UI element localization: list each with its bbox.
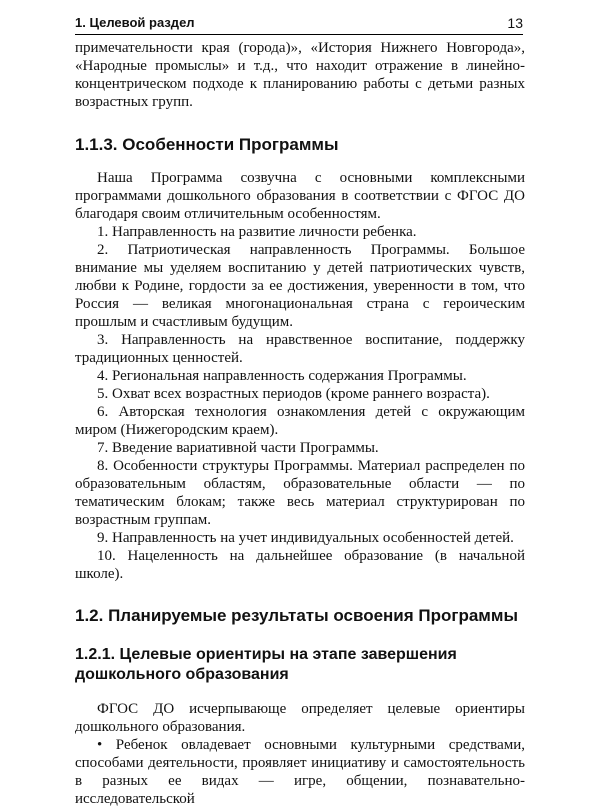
feature-item-2: 2. Патриотическая направленность Программы. Большое внимание мы уделяем воспитанию у детей патриотических чувств, любви к Родине, гордости за ее достижения, уверенности в том, что Россия — великая многонациональная страна с героическим прошлым и счастливым будущим.	[75, 242, 525, 330]
section-1-2-heading: 1.2. Планируемые результаты освоения Программы	[75, 606, 518, 625]
feature-item-4: 4. Региональная направленность содержания Программы.	[97, 368, 467, 384]
feature-item-6: 6. Авторская технология ознакомления детей с окружающим миром (Нижегородским краем).	[75, 404, 525, 438]
section-1-2-1-paragraph-2: • Ребенок овладевает основными культурными средствами, способами деятельности, проявляет инициативу и самостоятельность в разных ее видах — игре, общении, познавательно-исследовательской	[75, 737, 525, 807]
section-1-1-3-lead-paragraph: Наша Программа созвучна с основными комплексными программами дошкольного образования в соответствии с ФГОС ДО благодаря своим отличительным особенностям.	[75, 170, 525, 222]
feature-item-5: 5. Охват всех возрастных периодов (кроме раннего возраста).	[97, 386, 490, 402]
page-body	[75, 39, 525, 808]
section-1-2-1-paragraph-1: ФГОС ДО исчерпывающе определяет целевые ориентиры дошкольного образования.	[75, 701, 525, 735]
intro-continuation-paragraph: примечательности края (города)», «История Нижнего Новгорода», «Народные промыслы» и т.д., что находит отражение в линейно-концентрическом подходе к планированию работы с детьми разных возрастных групп.	[75, 40, 525, 110]
feature-item-7: 7. Введение вариативной части Программы.	[97, 440, 379, 456]
feature-item-1: 1. Направленность на развитие личности ребенка.	[97, 224, 417, 240]
section-1-2-1-heading: 1.2.1. Целевые ориентиры на этапе завершения дошкольного образования	[75, 646, 457, 683]
feature-item-8: 8. Особенности структуры Программы. Материал распределен по образовательным областям, образовательные области — по тематическим блокам; также весь материал структурирован по возрастным группам.	[75, 458, 525, 528]
running-header-section-title: 1. Целевой раздел	[75, 15, 195, 30]
feature-item-10: 10. Нацеленность на дальнейшее образование (в начальной школе).	[75, 548, 525, 582]
running-header	[75, 14, 523, 35]
page-number: 13	[507, 15, 523, 31]
feature-item-9: 9. Направленность на учет индивидуальных особенностей детей.	[97, 530, 514, 546]
section-1-1-3-heading: 1.1.3. Особенности Программы	[75, 135, 339, 154]
feature-item-3: 3. Направленность на нравственное воспитание, поддержку традиционных ценностей.	[75, 332, 525, 366]
